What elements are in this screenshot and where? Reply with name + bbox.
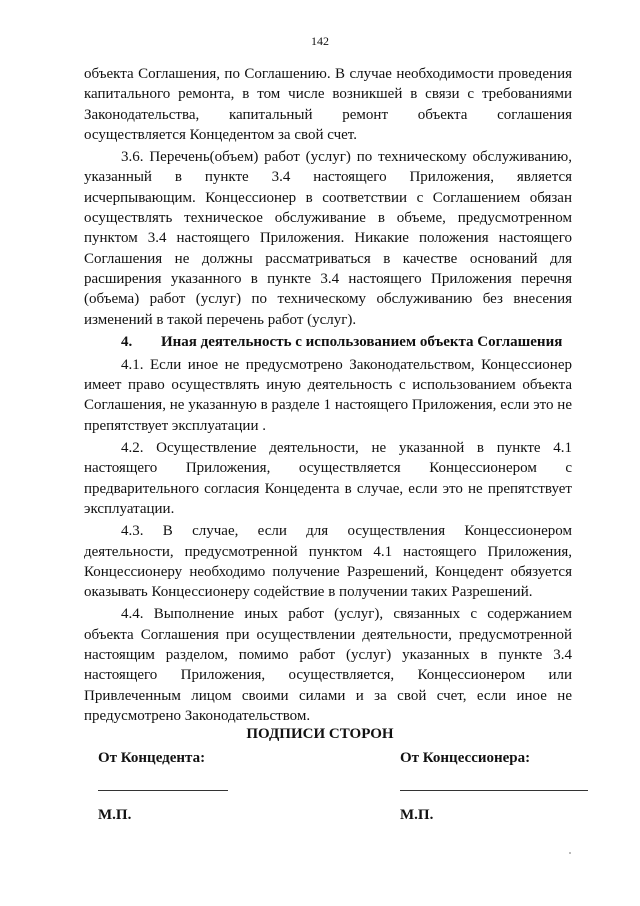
section-heading-4 (84, 332, 572, 353)
paragraph-4-3: 4.3. В случае, если для осуществления Концессионером деятельности, предусмотренной пунктом 4.1 настоящего Приложения, Концессионеру необходимо получение Разрешений, Концедент обязуется оказывать Концессионеру содействие в получении таких Разрешений. (84, 523, 572, 601)
paragraph-4-2: 4.2. Осуществление деятельности, не указанной в пункте 4.1 настоящего Приложения, осуществляется Концессионером с предварительного согласия Концедента в случае, если это не препятствует эксплуатации. (84, 440, 572, 517)
document-body (84, 64, 572, 728)
paragraph-4-4: 4.4. Выполнение иных работ (услуг), связанных с содержанием объекта Соглашения при осуществлении деятельности, предусмотренной настоящим разделом, помимо работ (услуг) указанных в пункте 3.4 настоящего Приложения, осуществляется, Концессионером или Привлеченным лицом своими силами и за свой счет, если иное не предусмотрено Законодательством. (84, 606, 572, 724)
signature-block-concedent (98, 750, 248, 824)
seal-label-concessionaire: М.П. (400, 807, 434, 823)
paragraph-4-1: 4.1. Если иное не предусмотрено Законодательством, Концессионер имеет право осуществлять иную деятельность с использованием объекта Соглашения, не указанную в разделе 1 настоящего Приложения, если это не препятствует эксплуатации . (84, 356, 572, 434)
seal-label-concedent: М.П. (98, 807, 132, 823)
paragraph-continued: объекта Соглашения, по Соглашению. В случае необходимости проведения капитального ремонта, в том числе возникшей в связи с требованиями Законодательства, капитальный ремонт объекта соглашения осуществляется Концедентом за свой счет. (84, 66, 572, 143)
scan-speck (569, 852, 571, 854)
page-number: 142 (311, 34, 329, 48)
signature-line-concedent (98, 790, 228, 791)
section-number: 4. (121, 333, 133, 350)
signature-line-concessionaire (400, 790, 588, 791)
signatures-title: ПОДПИСИ СТОРОН (246, 726, 394, 742)
section-title: Иная деятельность с использованием объекта Соглашения (161, 333, 563, 350)
paragraph-3-6: 3.6. Перечень(объем) работ (услуг) по техническому обслуживанию, указанный в пункте 3.4 настоящего Приложения, является исчерпывающим. Концессионер в соответствии с Соглашением обязан осуществлять техническое обслуживание в объеме, предусмотренном пунктом 3.4 настоящего Приложения. Никакие положения настоящего Соглашения не должны рассматриваться в качестве оснований для расширения указанного в пункте 3.4 настоящего Приложения перечня (объема) работ (услуг) по техническому обслуживанию без внесения изменений в такой перечень работ (услуг). (84, 149, 572, 328)
signature-label-concessionaire: От Концессионера: (400, 750, 531, 766)
signature-label-concedent: От Концедента: (98, 750, 206, 766)
signature-block-concessionaire (400, 750, 590, 824)
